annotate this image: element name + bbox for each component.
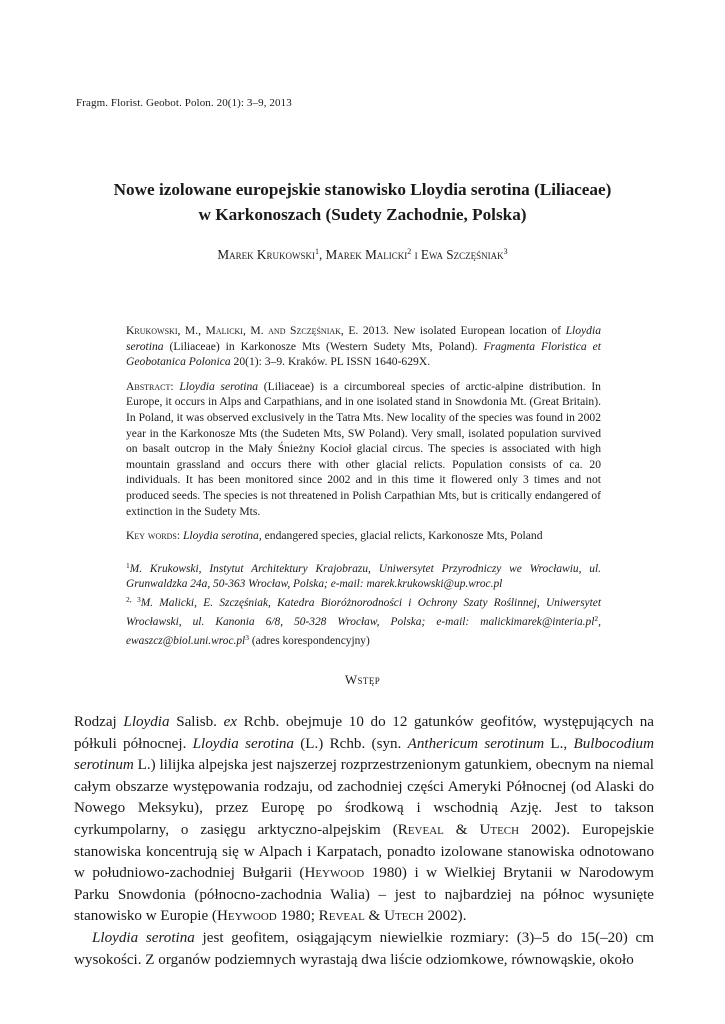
text-run: Rchb. obejmuje 10 do 12 gatunków geofitów, występujących na półkuli północnej. (74, 714, 654, 752)
key-words-text: , endangered species, glacial relicts, Karkonosze Mts, Poland (258, 529, 543, 543)
abstract-label: Abstract: (126, 379, 174, 393)
citation-journal: Fragmenta Floristica et Geobotanica Polonica (126, 339, 601, 369)
italic-text-run: Anthericum serotinum (407, 735, 545, 752)
key-words-species: Lloydia serotina (182, 529, 259, 543)
key-words (126, 528, 601, 544)
citation-author-run: Heywood (216, 908, 277, 925)
affiliation-1 (126, 558, 601, 592)
author-3-affiliation: 3 (503, 247, 508, 256)
running-head: Fragm. Florist. Geobot. Polon. 20(1): 3–9, 2013 (76, 97, 292, 109)
citation-authors: Krukowski, M., Malicki, M. and Szczęśniak, E. (126, 324, 359, 337)
body-paragraph-1 (74, 712, 654, 928)
italic-text-run: Lloydia (123, 714, 170, 730)
abstract (126, 379, 601, 519)
text-run: Salisb. (169, 714, 224, 730)
author-1: Marek Krukowski (217, 247, 315, 262)
italic-text-run: Lloydia serotina (92, 929, 195, 946)
citation-author-run: Heywood (304, 865, 365, 882)
title-line-2: w Karkonoszach (Sudety Zachodnie, Polska) (198, 205, 527, 224)
text-run: L., (544, 735, 574, 752)
affiliation-note: (adres korespondencyjny) (248, 634, 370, 647)
affiliation-text: M. Krukowski, Instytut Architektury Krajobrazu, Uniwersytet Przyrodniczy we Wrocławiu, ul. Grunwaldzka 24a, 50-363 Wrocław, Polska; e-mail: marek.krukowski@up.wroc.pl (126, 562, 601, 590)
affiliation-marker: 2, 3 (126, 594, 141, 604)
abstract-text: (Liliaceae) is a circumboreal species of arctic-alpine distribution. In Europe, it occurs in Alps and Carpathians, and in one isolated stand in Snowdonia Mt. (Great Britain). In Poland, it was observed exclusively in the Tatra Mts. New locality of the species was found in 2002 year in the Karkonosze Mts (the Sudeten Mts, SW Poland). Very small, isolated population survived on basalt outcrop in the Mały Śnieżny Kocioł glacial circus. The species is associated with high mountain grassland and occurs there with other glacial relicts. Population consists of ca. 20 individuals. It has been monitored since 2002 and in this time it flowered only 3 times and not produced seeds. The species is not threatened in Polish Carpathian Mts, but is critically endangered of extinction in the Sudety Mts. (126, 379, 601, 518)
affiliation-marker: 1 (126, 560, 130, 570)
text-run: 2002). (423, 908, 467, 925)
citation-author-run: Reveal & Utech (318, 908, 424, 925)
author-separator: i (411, 247, 421, 262)
citation (126, 323, 601, 370)
text-run: 2002). Europejskie stanowiska koncentrują się w Alpach i Karpatach, ponadto izolowane stanowiska odnotowano w południowo-zachodniej Bułgarii ( (74, 821, 654, 882)
affiliation-text: , ewaszcz@biol.uni.wroc.pl (126, 615, 601, 647)
affiliation-marker: 3 (245, 632, 249, 642)
author-list (70, 247, 655, 263)
citation-species: Lloydia serotina (126, 324, 601, 353)
citation-text: (Liliaceae) in Karkonosze Mts (Western Sudety Mts, Poland). (163, 339, 484, 353)
key-words-label: Key words: (126, 529, 181, 543)
author-2-affiliation: 2 (407, 247, 412, 256)
citation-author-run: Reveal & Utech (397, 821, 520, 838)
author-2: Marek Malicki (325, 247, 408, 262)
affiliations (126, 558, 601, 649)
body-text (74, 712, 654, 971)
abstract-species: Lloydia serotina (179, 379, 259, 393)
text-run: 1980) i w Wielkiej Brytanii w Narodowym Parku Snowdonia (północno-zachodnia Walia) – jest to najbardziej na północ wysunięte stanowisko w Europie ( (74, 865, 654, 925)
italic-text-run: Bulbocodium serotinum (74, 735, 654, 774)
author-separator: , (318, 247, 326, 262)
affiliation-marker: 2 (594, 613, 599, 623)
title-line-1: Nowe izolowane europejskie stanowisko Lloydia serotina (Liliaceae) (113, 180, 612, 199)
text-run: 1980; (276, 908, 319, 925)
italic-text-run: ex (223, 714, 237, 730)
text-run: L.) lilijka alpejska jest najszerzej rozprzestrzenionym gatunkiem, obecnym na niemal całym obszarze występowania rodzaju, od zachodniej części Ameryki Północnej (od Alaski do Nowego Meksyku), przez Europę po środkową i wschodnią Azję. Jest to takson cyrkumpolarny, o zasięgu arktyczno-alpejskim ( (74, 757, 654, 838)
text-run: (L.) Rchb. (syn. (293, 735, 408, 752)
citation-text: 20(1): 3–9. Kraków. PL ISSN 1640-629X. (230, 355, 431, 369)
body-paragraph-2 (74, 928, 654, 971)
affiliation-2 (126, 592, 601, 649)
author-3: Ewa Szczęśniak (420, 247, 504, 262)
text-run: Rodzaj (74, 714, 124, 730)
front-matter (126, 323, 601, 649)
section-heading: Wstęp (344, 672, 381, 687)
affiliation-text: M. Malicki, E. Szczęśniak, Katedra Bioróżnorodności i Ochrony Szaty Roślinnej, Uniwersytet Wrocławski, ul. Kanonia 6/8, 50-328 Wrocław, Polska; e-mail: malickimarek@interia.pl (126, 596, 601, 628)
citation-text: 2013. New isolated European location of (358, 324, 566, 337)
italic-text-run: Lloydia serotina (192, 735, 294, 752)
author-1-affiliation: 1 (314, 247, 319, 256)
text-run: jest geofitem, osiągającym niewielkie rozmiary: (3)–5 do 15(–20) cm wysokości. Z organów podziemnych wyrastają dwa liście odziomkowe, równowąskie, około (74, 929, 654, 968)
paper-title (70, 177, 655, 227)
